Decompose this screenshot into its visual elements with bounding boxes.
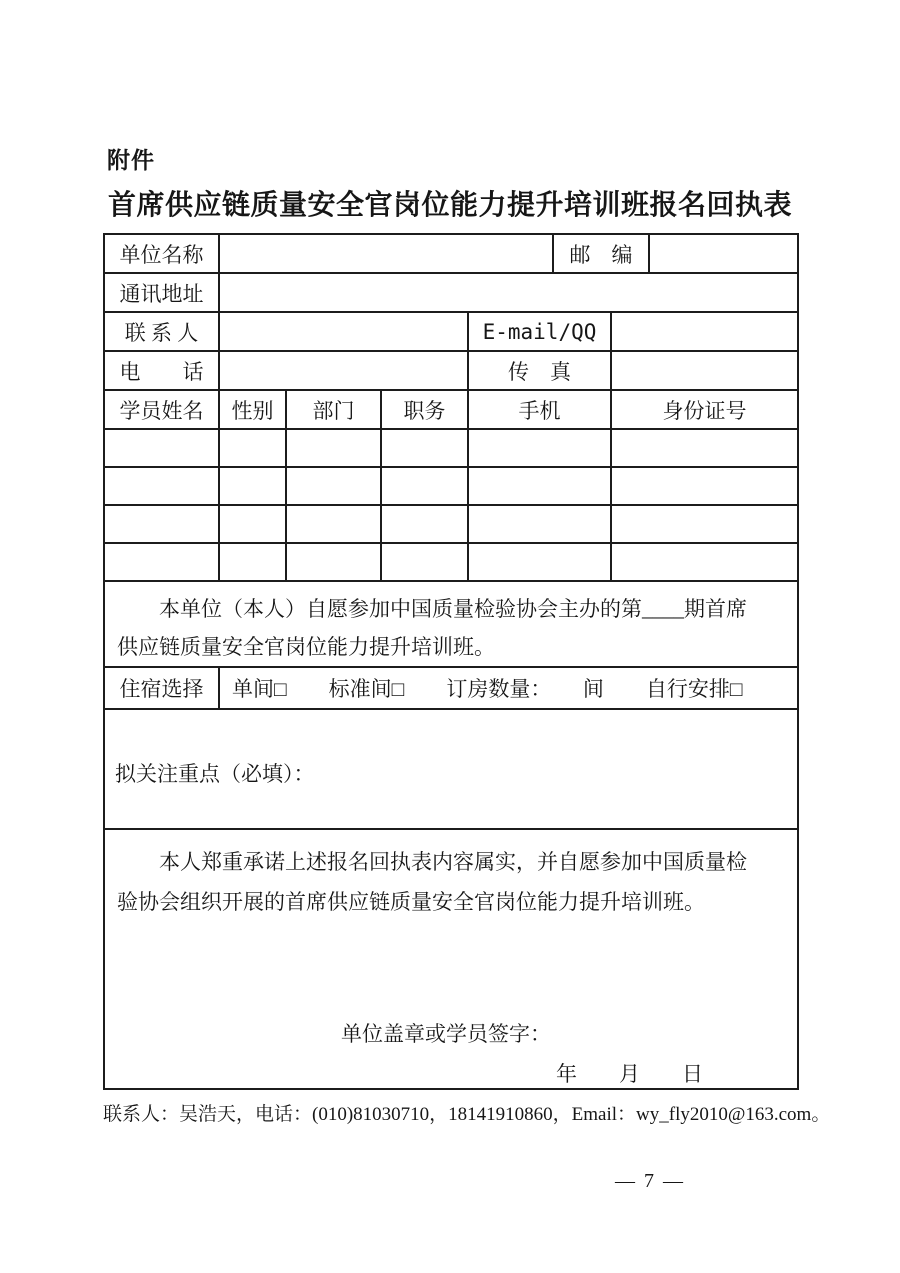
mobile-header: 手机 <box>468 390 611 429</box>
accommodation-label: 住宿选择 <box>104 667 219 709</box>
student-name-header: 学员姓名 <box>104 390 219 429</box>
student-row <box>104 505 798 543</box>
phone-field <box>219 351 468 390</box>
page-number: — 7 — <box>615 1170 685 1192</box>
row-address <box>104 273 798 312</box>
accommodation-options: 单间□ 标准间□ 订房数量： 间 自行安排□ <box>219 667 798 709</box>
address-label: 通讯地址 <box>104 273 219 312</box>
page-title: 首席供应链质量安全官岗位能力提升培训班报名回执表 <box>107 189 792 220</box>
commitment-line-2: 验协会组织开展的首席供应链质量安全官岗位能力提升培训班。 <box>117 890 705 914</box>
phone-label: 电 话 <box>104 351 219 390</box>
commitment-row <box>104 829 798 1089</box>
registration-form-table <box>103 233 799 1090</box>
email-label: E-mail/QQ <box>468 312 611 351</box>
position-header: 职务 <box>381 390 468 429</box>
row-phone <box>104 351 798 390</box>
participation-statement <box>104 581 798 667</box>
students-header-row <box>104 390 798 429</box>
contact-person-label: 联 系 人 <box>104 312 219 351</box>
address-field <box>219 273 798 312</box>
postal-code-field <box>649 234 798 273</box>
signature-label: 单位盖章或学员签字： <box>341 1022 551 1046</box>
footer-contact-info: 联系人：吴浩天，电话：(010)81030710，18141910860，Email：wy_fly2010@163.com。 <box>103 1104 831 1125</box>
participation-line-2: 供应链质量安全官岗位能力提升培训班。 <box>117 635 495 659</box>
unit-name-label: 单位名称 <box>104 234 219 273</box>
row-contact <box>104 312 798 351</box>
participation-line-1: 本单位（本人）自愿参加中国质量检验协会主办的第____期首席 <box>159 597 747 621</box>
fax-label: 传 真 <box>468 351 611 390</box>
focus-row <box>104 709 798 829</box>
unit-name-field <box>219 234 553 273</box>
id-number-header: 身份证号 <box>611 390 798 429</box>
department-header: 部门 <box>286 390 381 429</box>
row-unit-name <box>104 234 798 273</box>
gender-header: 性别 <box>219 390 286 429</box>
commitment-line-1: 本人郑重承诺上述报名回执表内容属实，并自愿参加中国质量检 <box>159 850 747 874</box>
contact-person-field <box>219 312 468 351</box>
attachment-label: 附件 <box>107 147 155 173</box>
accommodation-row <box>104 667 798 709</box>
student-row <box>104 543 798 581</box>
participation-row <box>104 581 798 667</box>
student-row <box>104 429 798 467</box>
postal-code-label: 邮 编 <box>553 234 649 273</box>
student-row <box>104 467 798 505</box>
fax-field <box>611 351 798 390</box>
date-label: 年 月 日 <box>556 1062 703 1086</box>
focus-label: 拟关注重点（必填）： <box>115 762 315 786</box>
email-field <box>611 312 798 351</box>
